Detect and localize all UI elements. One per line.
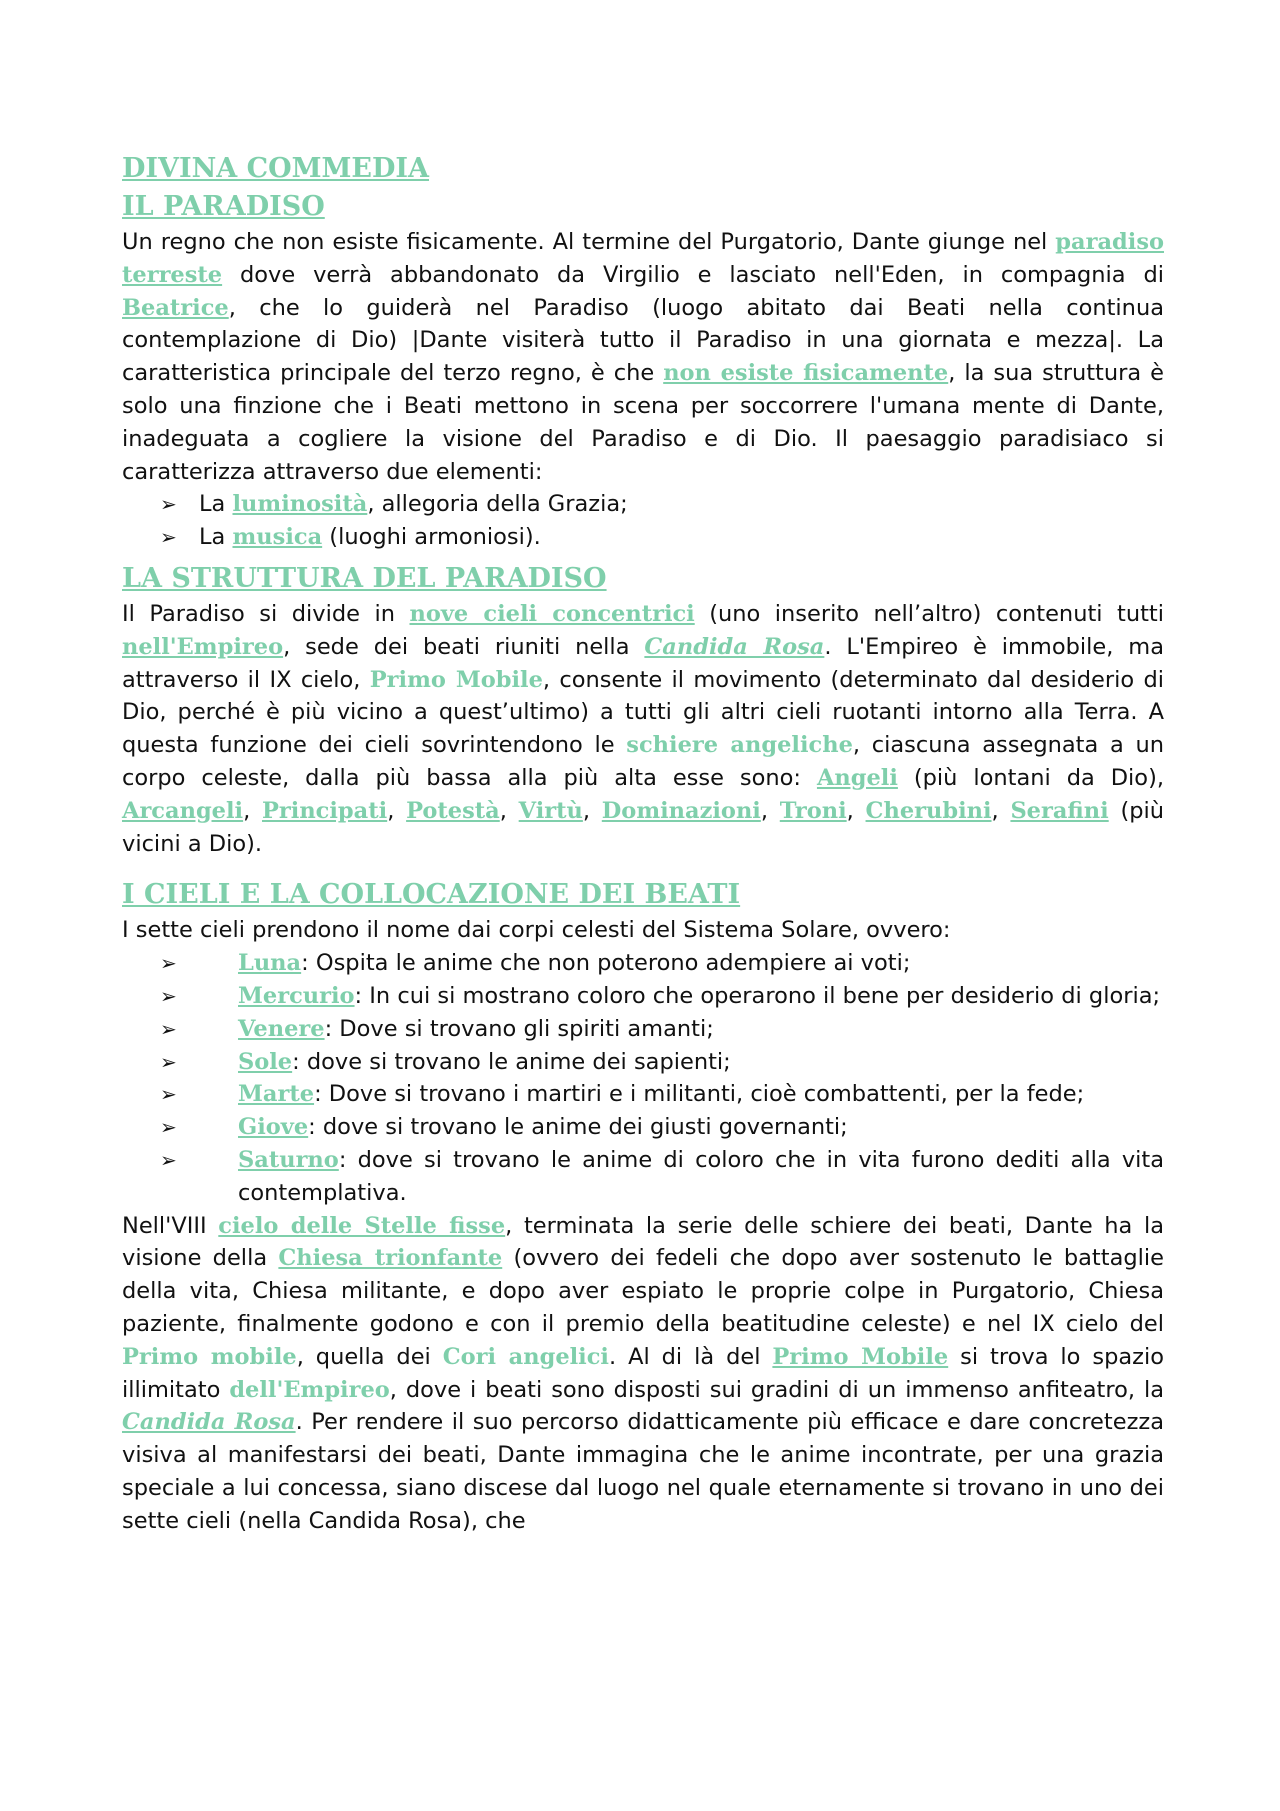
keyword: nell'Empireo [122,633,284,660]
arrow-bullet-icon: ➢ [160,1082,177,1107]
arrow-bullet-icon: ➢ [160,983,177,1008]
keyword: Primo Mobile [369,666,543,693]
text-run: : In cui si mostrano coloro che operarono il bene per desiderio di gloria; [354,982,1161,1009]
structure-paragraph [122,598,1164,860]
keyword: Principati [262,797,388,824]
section-heading-heavens: I CIELI E LA COLLOCAZIONE DEI BEATI [122,879,741,911]
document-subtitle: IL PARADISO [122,191,325,222]
keyword: Giove [238,1114,309,1141]
keyword: Angeli [816,764,898,791]
keyword: non esiste fisicamente [663,360,949,387]
text-run: (ovvero dei fedeli che dopo aver sostenuto le battaglie della vita, Chiesa militante, e dopo aver espiato le proprie colpe in Purgatorio, Chiesa paziente, finalmente godono e con il premio della beatitudine celeste) e nel IX cielo del [122,1245,1164,1337]
list-item [122,980,1164,1013]
keyword: nove cieli concentrici [409,600,695,627]
text-run: : Ospita le anime che non poterono adempiere ai voti; [301,950,911,977]
text-run: (luoghi armoniosi). [322,524,541,551]
text-run: , che lo guiderà nel Paradiso (luogo abitato dai Beati nella continua contemplazione di Dio) |Dante visiterà tutto il Paradiso in una giornata e mezza|. La caratteristica principale del terzo regno, è che [122,294,1164,387]
text-run: , terminata la serie delle schiere dei beati, Dante ha la visione della [122,1212,1165,1272]
arrow-bullet-icon: ➢ [160,1049,177,1074]
text-run: : dove si trovano le anime dei giusti governanti; [308,1114,848,1141]
keyword: cielo delle Stelle fisse [218,1212,506,1239]
text-run: , allegoria della Grazia; [367,491,628,518]
keyword: paradiso terreste [122,229,1164,288]
keyword: Cori angelici [442,1343,609,1370]
elements-list [122,488,1164,554]
keyword: Chiesa trionfante [278,1245,503,1272]
keyword: Primo mobile [122,1343,297,1370]
text-run: , [991,797,1011,824]
text-run: , dove i beati sono disposti sui gradini di un immenso anfiteatro, la [389,1376,1164,1403]
keyword: Primo Mobile [772,1343,949,1370]
text-run: si trova lo spazio illimitato [122,1343,1164,1403]
text-run: , la sua struttura è solo una finzione che i Beati mettono in scena per soccorrere l'umana mente di Dante, inadeguata a cogliere la visione del Paradiso e di Dio. Il paesaggio paradisiaco si caratterizza attraverso due elementi: [122,360,1164,485]
text-run: . Per rendere il suo percorso didatticamente più efficace e dare concretezza visiva al manifestarsi dei beati, Dante immagina che le anime incontrate, per una grazia speciale a lui concessa, siano discese dal luogo nel quale eternamente si trovano in uno dei sette cieli (nella Candida Rosa), che [122,1409,1164,1534]
keyword: Venere [238,1015,325,1042]
list-item [122,1078,1164,1111]
text-run: dove verrà abbandonato da Virgilio e lasciato nell'Eden, in compagnia di [222,261,1164,288]
list-item [122,1111,1164,1144]
text-run: (più vicini a Dio). [122,797,1165,857]
list-item [122,947,1164,980]
text-run: . L'Empireo è immobile, ma attraverso il IX cielo, [122,633,1164,693]
document-page [122,150,1164,1537]
keyword: Virtù [518,797,583,824]
keyword: Arcangeli [122,797,244,824]
intro-paragraph [122,226,1164,488]
keyword: Candida Rosa [122,1409,296,1436]
keyword: Luna [238,950,302,977]
text-run: Nell'VIII [122,1212,219,1239]
arrow-bullet-icon: ➢ [160,1147,177,1172]
keyword: Serafini [1010,797,1109,824]
text-run: Il Paradiso si divide in [122,600,410,627]
text-run: , [387,797,407,824]
text-run: (uno inserito nell’altro) contenuti tutti [694,600,1164,627]
text-run: Un regno che non esiste fisicamente. Al termine del Purgatorio, Dante giunge nel [122,229,1056,255]
list-item [122,1013,1164,1046]
keyword: Beatrice [122,294,229,321]
text-run: : dove si trovano le anime di coloro che in vita furono dediti alla vita contemplativa. [238,1146,1164,1206]
keyword: Cherubini [865,797,992,824]
keyword: Potestà [406,797,500,824]
heavens-list [122,947,1164,1209]
text-run: : dove si trovano le anime dei sapienti; [292,1048,731,1075]
text-run: , [760,797,780,824]
keyword: Troni [779,797,847,824]
arrow-bullet-icon: ➢ [160,525,177,550]
text-run: , quella dei [296,1343,443,1370]
text-run: (più lontani da Dio), [897,764,1164,791]
arrow-bullet-icon: ➢ [160,1115,177,1140]
list-item [122,1144,1164,1210]
keyword: musica [232,524,323,551]
text-run: , [243,797,262,824]
heavens-intro: I sette cieli prendono il nome dai corpi celesti del Sistema Solare, ovvero: [122,917,951,944]
keyword: dell'Empireo [229,1376,390,1403]
text-run: : Dove si trovano gli spiriti amanti; [324,1015,714,1042]
document-title: DIVINA COMMEDIA [122,153,430,184]
keyword: Mercurio [238,982,355,1009]
list-item [122,488,1164,521]
keyword: schiere angeliche [626,732,853,759]
text-run: : Dove si trovano i martiri e i militanti, cioè combattenti, per la fede; [314,1081,1085,1108]
text-run: , consente il movimento (determinato dal desiderio di Dio, perché è più vicino a quest’ultimo) a tutti gli altri cieli ruotanti intorno alla Terra. A questa funzione dei cieli sovrintendono le [122,666,1164,759]
arrow-bullet-icon: ➢ [160,951,177,976]
list-item [122,1046,1164,1079]
arrow-bullet-icon: ➢ [160,1016,177,1041]
keyword: Saturno [238,1146,339,1173]
list-item [122,521,1164,554]
section-heading-structure: LA STRUTTURA DEL PARADISO [122,562,607,594]
text-run: La [199,491,233,518]
text-run: , sede dei beati riuniti nella [283,633,645,660]
keyword: Marte [238,1081,315,1108]
keyword: Dominazioni [601,797,761,824]
keyword: Candida Rosa [644,633,825,660]
text-run: . Al di là del [608,1343,773,1370]
heavens-paragraph [122,1210,1164,1538]
arrow-bullet-icon: ➢ [160,492,177,517]
text-run: , [499,797,519,824]
text-run: , ciascuna assegnata a un corpo celeste, dalla più bassa alla più alta esse sono: [122,732,1164,791]
text-run: , [846,797,866,824]
keyword: Sole [238,1048,293,1075]
keyword: luminosità [232,491,368,518]
text-run: , [582,797,602,824]
text-run: La [199,524,233,551]
